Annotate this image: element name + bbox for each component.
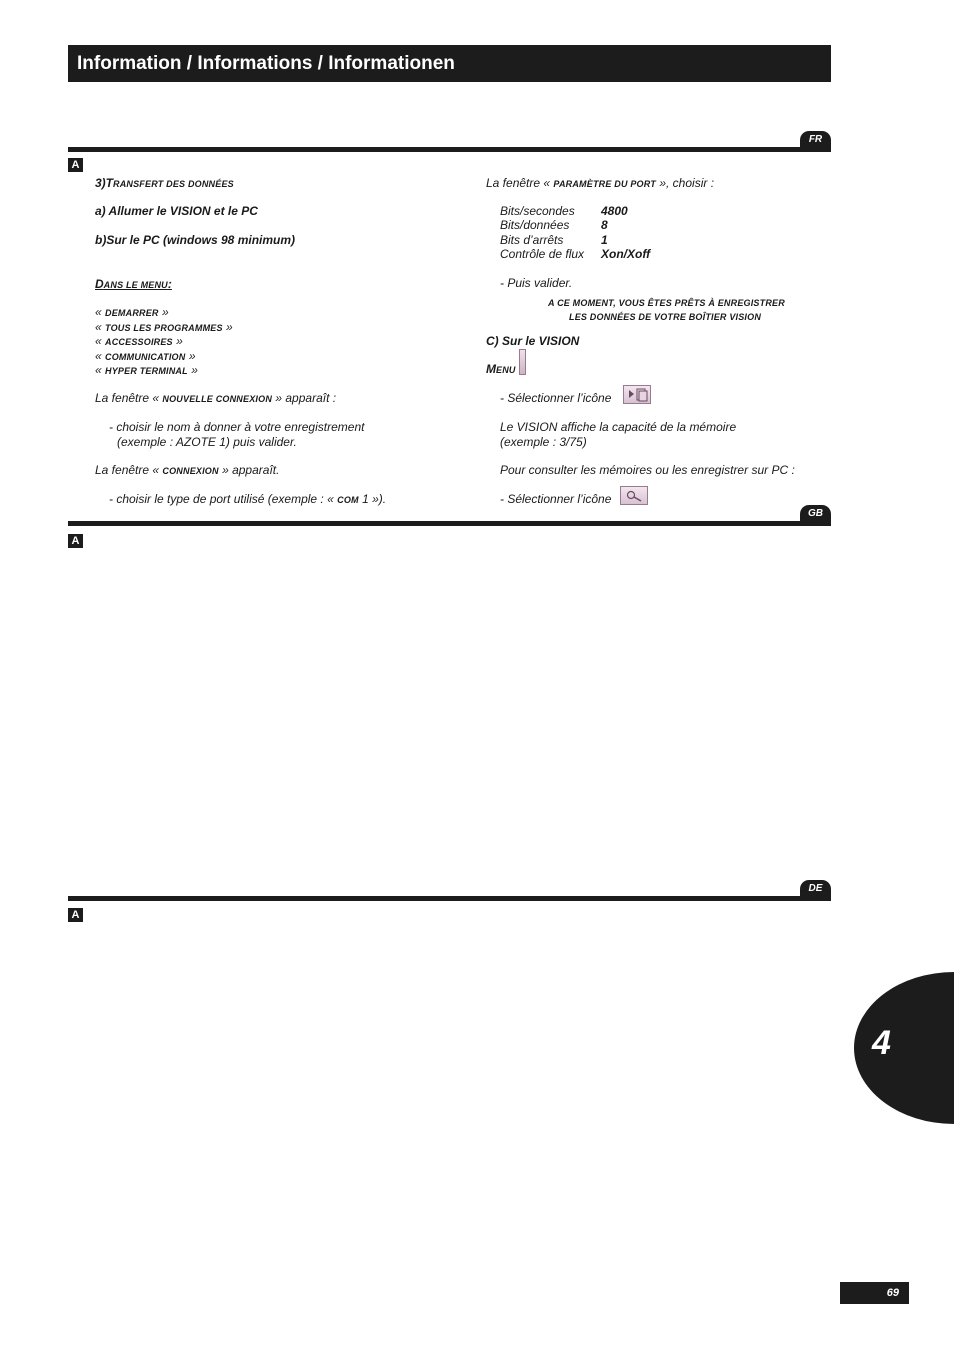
param-value-controle-flux: Xon/Xoff xyxy=(601,247,651,261)
page-number: 69 xyxy=(840,1282,909,1304)
window-parametre-port: La fenêtre « PARAMÈTRE DU PORT », choisir : xyxy=(486,176,715,190)
param-value-bits-donnees: 8 xyxy=(601,218,608,232)
page-header-title: Information / Informations / Informationen xyxy=(68,45,831,82)
param-label-bits-arrets: Bits d’arrêts xyxy=(500,233,564,247)
menu-item-programmes: « TOUS LES PROGRAMMES » xyxy=(95,320,233,334)
transfer-title: 3)TRANSFERT DES DONNÉES xyxy=(95,176,234,190)
memory-capacity-icon xyxy=(623,385,651,404)
choose-name-line-1: - choisir le nom à donner à votre enregistrement xyxy=(109,420,365,434)
validate-instruction: - Puis valider. xyxy=(500,276,573,290)
choose-port: - choisir le type de port utilisé (exemple : « COM 1 »). xyxy=(109,492,387,506)
chapter-number: 4 xyxy=(872,1024,891,1062)
menu-button-icon xyxy=(519,349,526,375)
ready-note-line-2: LES DONNÉES DE VOTRE BOÎTIER VISION xyxy=(569,312,762,322)
menu-item-accessoires: « ACCESSOIRES » xyxy=(95,334,183,348)
window-nouvelle-connexion: La fenêtre « NOUVELLE CONNEXION » apparaît : xyxy=(95,391,337,405)
language-tab-fr: FR xyxy=(800,131,831,149)
select-record-icon-instruction: - Sélectionner l’icône xyxy=(500,492,612,506)
param-label-bits-donnees: Bits/données xyxy=(500,218,570,232)
record-to-pc-icon xyxy=(620,486,648,505)
param-value-bits-arrets: 1 xyxy=(601,233,608,247)
section-marker-de: A xyxy=(68,908,83,922)
ready-note-line-1: A CE MOMENT, VOUS ÊTES PRÊTS À ENREGISTRER xyxy=(548,298,785,308)
menu-item-demarrer: « DEMARRER » xyxy=(95,305,169,319)
chapter-tab xyxy=(854,972,954,1124)
consult-instruction: Pour consulter les mémoires ou les enregistrer sur PC : xyxy=(500,463,795,477)
step-a: a) Allumer le VISION et le PC xyxy=(95,204,258,218)
menu-item-communication: « COMMUNICATION » xyxy=(95,349,196,363)
menu-heading: DANS LE MENU: xyxy=(95,277,172,291)
language-tab-gb: GB xyxy=(800,505,831,523)
window-connexion: La fenêtre « CONNEXION » apparaît. xyxy=(95,463,280,477)
section-marker-fr: A xyxy=(68,158,83,172)
capacity-line-2: (exemple : 3/75) xyxy=(500,435,587,449)
param-label-bits-seconde: Bits/secondes xyxy=(500,204,575,218)
vision-menu-label: MENU xyxy=(486,362,516,376)
language-tab-de: DE xyxy=(800,880,831,898)
section-marker-gb: A xyxy=(68,534,83,548)
step-b: b)Sur le PC (windows 98 minimum) xyxy=(95,233,296,247)
section-divider-fr xyxy=(68,147,831,152)
param-label-controle-flux: Contrôle de flux xyxy=(500,247,585,261)
section-divider-gb xyxy=(68,521,831,526)
param-value-bits-seconde: 4800 xyxy=(601,204,628,218)
choose-name-line-2: (exemple : AZOTE 1) puis valider. xyxy=(117,435,297,449)
step-c: C) Sur le VISION xyxy=(486,334,580,348)
capacity-line-1: Le VISION affiche la capacité de la mémoire xyxy=(500,420,737,434)
select-memory-icon-instruction: - Sélectionner l’icône xyxy=(500,391,612,405)
section-divider-de xyxy=(68,896,831,901)
menu-item-hyper-terminal: « HYPER TERMINAL » xyxy=(95,363,198,377)
